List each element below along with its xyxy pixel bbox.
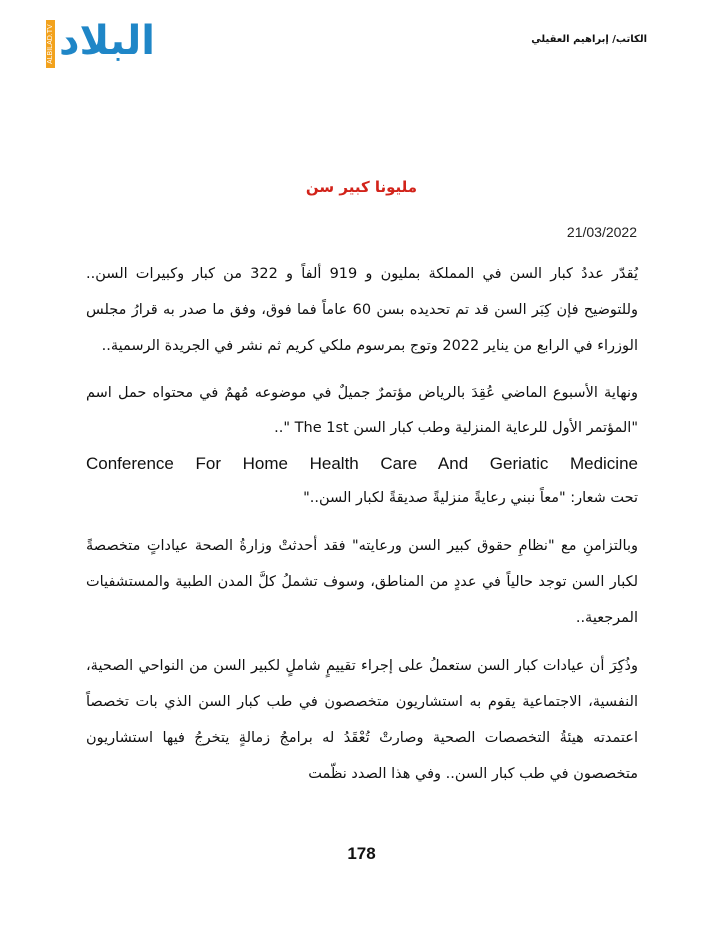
author-byline: الكاتب/ إبراهيم العقيلي xyxy=(531,34,647,45)
paragraph-2 xyxy=(86,376,638,516)
logo-wordmark: البلاد xyxy=(59,18,155,64)
page-number: 178 xyxy=(347,844,376,863)
paragraph-3: وبالتزامنِ مع "نظامِ حقوق كبير السن ورعايته" فقد أحدثتْ وزارةُ الصحة عياداتٍ متخصصةً لكبار السن توجد حالياً في عددٍ من المناطق، وسوف تشملُ كلَّ المدن الطبية والمستشفيات المرجعية.. xyxy=(86,538,638,626)
paragraph-1: يُقدّر عددُ كبار السن في المملكة بمليون و 919 ألفاً و 322 من كبار وكبيرات السن.. وللتوضيح فإن كِبَر السن قد تم تحديده بسن 60 عاماً فما فوق، وفق ما صدر به قرارُ مجلس الوزراء في الرابع من يناير 2022 وتوج بمرسوم ملكي كريم ثم نشر في الجريدة الرسمية.. xyxy=(86,266,638,354)
paragraph-2-english-line: Conference For Home Health Care And Geriatic Medicine xyxy=(86,454,638,473)
paragraph-2-arabic: ونهاية الأسبوع الماضي عُقِدَ بالرياض مؤتمرٌ جميلٌ في موضوعه مُهمٌ في محتواه حمل اسم "المؤتمر الأول للرعاية المنزلية وطب كبار السن The 1st ".. xyxy=(86,385,638,436)
newspaper-logo xyxy=(46,16,180,70)
article-body xyxy=(86,256,638,804)
logo-tagline: ALBILAD.TV xyxy=(46,20,55,68)
paragraph-2-slogan: تحت شعار: "معاً نبني رعايةً منزليةً صديقةً لكبار السن.." xyxy=(303,490,638,506)
paragraph-4: وذُكِرَ أن عيادات كبار السن ستعملُ على إجراء تقييمٍ شاملٍ لكبير السن من النواحي الصحية، النفسية، الاجتماعية يقوم به استشاريون متخصصون في طب كبار السن الذي بات تخصصاً اعتمدته هيئةُ التخصصات الصحية وصارتْ تُعْقَدُ له برامجُ زمالةٍ يتخرجُ فيها استشاريون متخصصون في طب كبار السن.. وفي هذا الصدد نظّمت xyxy=(86,658,638,782)
article-date: 21/03/2022 xyxy=(566,224,637,240)
article-title: مليونا كبير سن xyxy=(305,178,418,196)
